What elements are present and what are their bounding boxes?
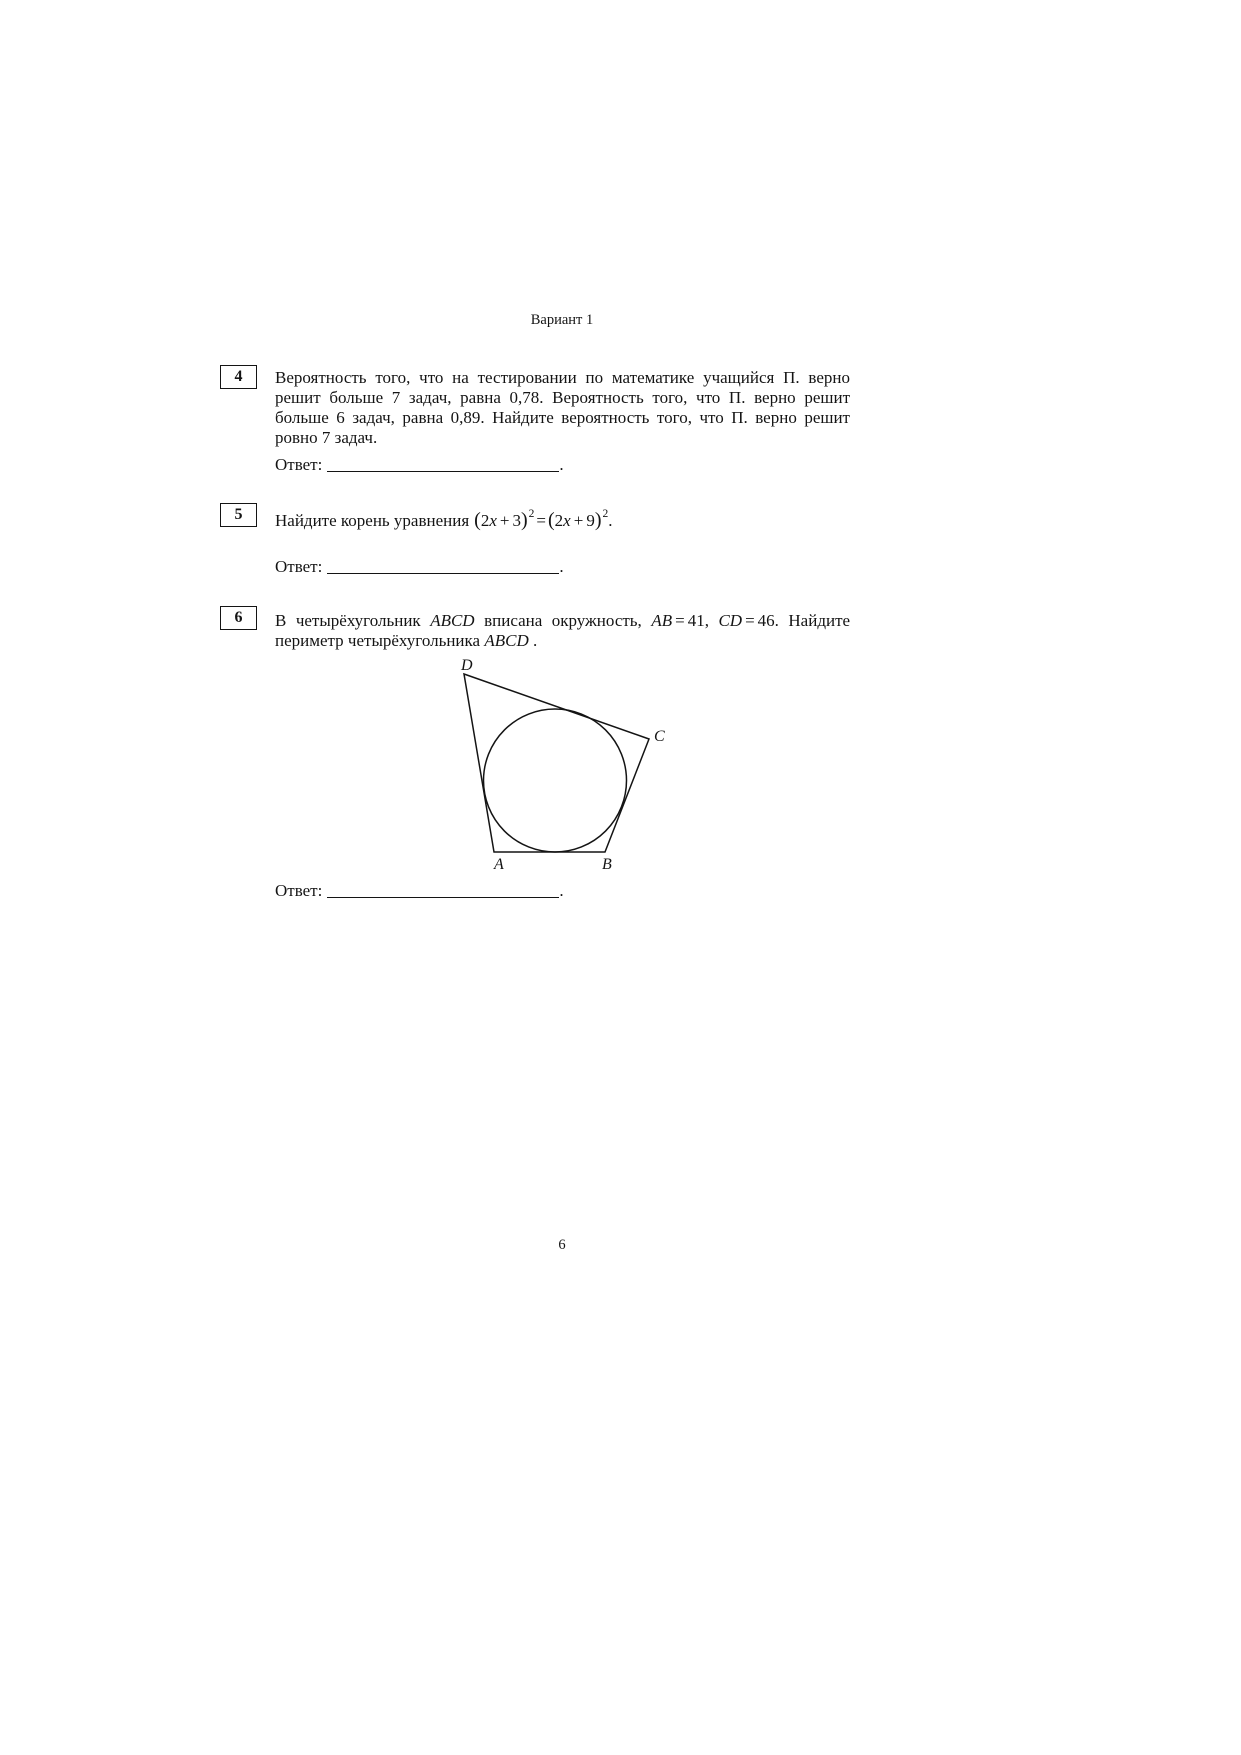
text-fragment: В четырёхугольник xyxy=(275,611,421,630)
task-6-number-box xyxy=(220,606,257,630)
answer-blank xyxy=(327,573,559,574)
task-4-statement xyxy=(275,368,850,448)
side-ab-value: 41, xyxy=(687,611,709,630)
answer-blank xyxy=(327,471,559,472)
vertex-label-c: C xyxy=(654,728,665,745)
task-4-line-3: больше 6 задач, равна 0,89. Найдите вероятность того, что П. верно решит xyxy=(275,408,850,427)
coefficient: 2 xyxy=(480,511,490,530)
answer-period: . xyxy=(559,455,564,474)
task-5-text: Найдите корень уравнения xyxy=(275,511,470,530)
close-paren: ) xyxy=(520,509,528,531)
text-fragment: вписана окружность, xyxy=(484,611,642,630)
equals-sign: = xyxy=(536,511,546,530)
answer-period: . xyxy=(559,557,564,576)
plus-sign: + xyxy=(499,511,510,530)
variant-header: Вариант 1 xyxy=(530,312,594,328)
exponent: 2 xyxy=(528,508,535,520)
vertex-label-b: B xyxy=(602,856,612,873)
task-4-number-box xyxy=(220,365,257,389)
task-5-line xyxy=(275,508,850,531)
plus-sign: + xyxy=(573,511,584,530)
equals-sign: = xyxy=(745,611,755,630)
side-ab: AB xyxy=(651,611,673,630)
constant: 9 xyxy=(586,511,595,530)
text-period: . xyxy=(532,631,538,650)
answer-period: . xyxy=(559,881,564,900)
task-5-answer xyxy=(275,557,564,577)
answer-blank xyxy=(327,897,559,898)
task-6-line-1 xyxy=(275,611,850,631)
page-number: 6 xyxy=(558,1237,566,1253)
equation xyxy=(474,508,613,531)
side-cd-value: 46. xyxy=(757,611,779,630)
exponent: 2 xyxy=(602,508,609,520)
side-cd: CD xyxy=(718,611,743,630)
text-fragment: Найдите xyxy=(788,611,851,630)
vertex-label-d: D xyxy=(461,657,473,674)
quad-name: ABCD xyxy=(430,611,475,630)
answer-label: Ответ: xyxy=(275,455,323,474)
answer-label: Ответ: xyxy=(275,881,323,900)
task-5-number-box xyxy=(220,503,257,527)
task-5-number: 5 xyxy=(234,506,243,523)
task-4-line-4: ровно 7 задач. xyxy=(275,428,378,447)
coefficient: 2 xyxy=(554,511,564,530)
quadrilateral-abcd xyxy=(464,674,649,852)
open-paren: ( xyxy=(548,509,555,531)
text-fragment: периметр четырёхугольника xyxy=(275,631,481,650)
task-6-number: 6 xyxy=(234,609,243,626)
constant: 3 xyxy=(512,511,521,530)
quad-name: ABCD xyxy=(484,631,529,650)
variable-x: x xyxy=(563,511,571,530)
quadrilateral-figure xyxy=(440,650,680,880)
task-4-number: 4 xyxy=(234,368,243,385)
equals-sign: = xyxy=(675,611,685,630)
inscribed-circle xyxy=(484,709,627,852)
task-6-answer xyxy=(275,881,564,901)
task-4-line-2: решит больше 7 задач, равна 0,78. Вероятность того, что П. верно решит xyxy=(275,388,850,407)
variable-x: x xyxy=(489,511,497,530)
open-paren: ( xyxy=(474,509,481,531)
vertex-label-a: A xyxy=(494,856,504,873)
task-4-line-1: Вероятность того, что на тестировании по математике учащийся П. верно xyxy=(275,368,850,387)
close-paren: ) xyxy=(594,509,602,531)
task-4-answer xyxy=(275,455,564,475)
answer-label: Ответ: xyxy=(275,557,323,576)
task-6-statement xyxy=(275,611,850,651)
task-6-line-2 xyxy=(275,631,850,651)
task-5-statement xyxy=(275,508,850,531)
equation-period: . xyxy=(608,511,613,530)
